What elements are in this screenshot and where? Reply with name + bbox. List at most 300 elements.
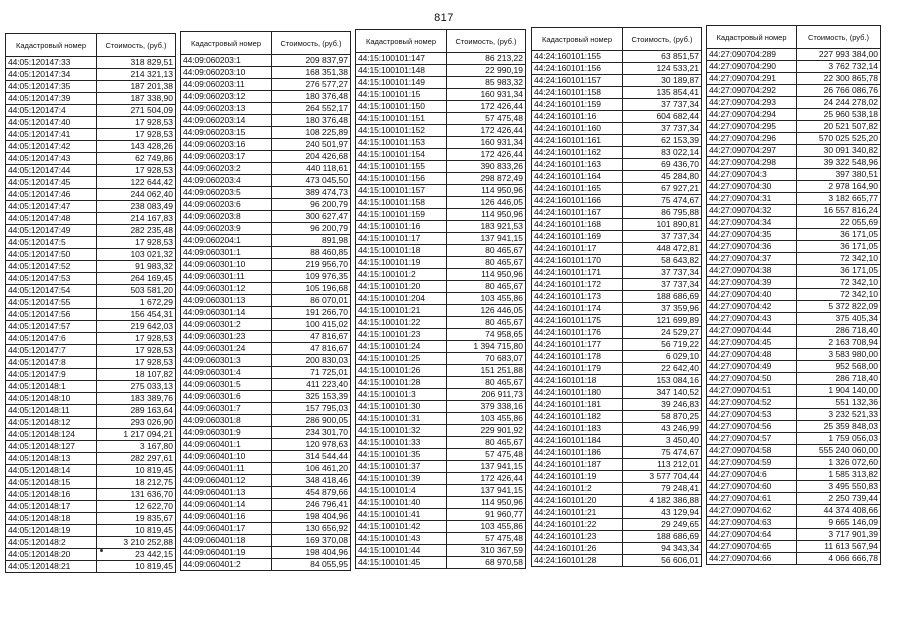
cost-cell: 172 426,44: [447, 149, 526, 161]
cadastral-number-cell: 44:15:100101:155: [356, 161, 447, 173]
cadastral-number-cell: 44:24:160101:177: [532, 339, 623, 351]
cost-cell: 86 795,88: [623, 207, 702, 219]
cost-cell: 26 766 086,76: [797, 85, 881, 97]
cadastral-number-cell: 44:27:090704:57: [707, 433, 797, 445]
cost-cell: 264 552,17: [272, 103, 351, 115]
cadastral-number-cell: 44:05:120148:14: [6, 465, 97, 477]
cadastral-number-cell: 44:27:090704:292: [707, 85, 797, 97]
cadastral-number-cell: 44:27:090704:30: [707, 181, 797, 193]
cadastral-number-cell: 44:09:060401:11: [181, 463, 272, 475]
table-row: [6, 225, 176, 237]
cost-cell: 36 171,05: [797, 229, 881, 241]
cadastral-number-cell: 44:15:100101:152: [356, 125, 447, 137]
table-row: [707, 181, 881, 193]
table-row: [356, 269, 526, 281]
cost-cell: 108 225,89: [272, 127, 351, 139]
table-row: [181, 115, 351, 127]
table-row: [6, 261, 176, 273]
table-row: [356, 281, 526, 293]
table-row: [6, 345, 176, 357]
cost-cell: 1 759 056,03: [797, 433, 881, 445]
cadastral-number-cell: 44:05:120147:44: [6, 165, 97, 177]
table-row: [707, 409, 881, 421]
cadastral-number-cell: 44:09:060401:1: [181, 439, 272, 451]
cadastral-number-cell: 44:24:160101:183: [532, 423, 623, 435]
cost-cell: 214 167,83: [97, 213, 176, 225]
table-row: [356, 197, 526, 209]
cadastral-number-cell: 44:15:100101:25: [356, 353, 447, 365]
cadastral-number-cell: 44:15:100101:23: [356, 329, 447, 341]
cost-cell: 37 737,34: [623, 231, 702, 243]
table-row: [356, 449, 526, 461]
cadastral-number-cell: 44:27:090704:45: [707, 337, 797, 349]
cost-cell: 12 622,70: [97, 501, 176, 513]
cadastral-number-cell: 44:27:090704:37: [707, 253, 797, 265]
cost-cell: 124 533,21: [623, 63, 702, 75]
cost-cell: 143 428,26: [97, 141, 176, 153]
cadastral-number-cell: 44:09:060301:6: [181, 391, 272, 403]
table-row: [356, 341, 526, 353]
table-row: [356, 257, 526, 269]
table-row: [6, 501, 176, 513]
cost-cell: 17 928,53: [97, 237, 176, 249]
cadastral-number-cell: 44:05:120147:7: [6, 345, 97, 357]
table-row: [707, 241, 881, 253]
cost-cell: 264 169,45: [97, 273, 176, 285]
cadastral-number-cell: 44:27:090704:39: [707, 277, 797, 289]
table-header-row: [356, 30, 526, 53]
table-row: [707, 157, 881, 169]
cost-cell: 39 322 548,96: [797, 157, 881, 169]
cadastral-number-cell: 44:05:120148:12: [6, 417, 97, 429]
table-row: [356, 125, 526, 137]
cadastral-number-cell: 44:15:100101:20: [356, 281, 447, 293]
table-row: [707, 457, 881, 469]
cadastral-number-cell: 44:24:160101:167: [532, 207, 623, 219]
table-row: [6, 357, 176, 369]
header-cadastral-number: Кадастровый номер: [707, 26, 797, 49]
cost-cell: 1 672,29: [97, 297, 176, 309]
cost-cell: 375 405,34: [797, 313, 881, 325]
cadastral-number-cell: 44:24:160101:19: [532, 471, 623, 483]
cost-cell: 80 465,67: [447, 281, 526, 293]
cadastral-number-cell: 44:09:060401:18: [181, 535, 272, 547]
cost-cell: 25 960 538,18: [797, 109, 881, 121]
table-row: [532, 435, 702, 447]
cadastral-number-cell: 44:05:120148:15: [6, 477, 97, 489]
cost-cell: 137 941,15: [447, 485, 526, 497]
table-row: [181, 427, 351, 439]
cadastral-number-cell: 44:09:060301:8: [181, 415, 272, 427]
cost-cell: 289 163,64: [97, 405, 176, 417]
cost-cell: 39 246,83: [623, 399, 702, 411]
cadastral-number-cell: 44:15:100101:35: [356, 449, 447, 461]
cost-cell: 24 244 278,02: [797, 97, 881, 109]
cost-cell: 17 928,53: [97, 117, 176, 129]
table-row: [707, 337, 881, 349]
cadastral-number-cell: 44:27:090704:64: [707, 529, 797, 541]
cost-cell: 113 212,01: [623, 459, 702, 471]
cadastral-number-cell: 44:05:120147:47: [6, 201, 97, 213]
cadastral-number-cell: 44:15:100101:31: [356, 413, 447, 425]
cost-cell: 75 474,67: [623, 195, 702, 207]
cadastral-number-cell: 44:09:060301:7: [181, 403, 272, 415]
cadastral-number-cell: 44:15:100101:153: [356, 137, 447, 149]
cost-cell: 121 699,89: [623, 315, 702, 327]
cost-cell: 17 928,53: [97, 357, 176, 369]
cost-cell: 58 643,82: [623, 255, 702, 267]
cost-cell: 318 829,51: [97, 57, 176, 69]
table-row: [356, 365, 526, 377]
cost-cell: 114 950,96: [447, 209, 526, 221]
table-row: [532, 63, 702, 75]
cost-cell: 80 465,67: [447, 437, 526, 449]
cost-cell: 72 342,10: [797, 289, 881, 301]
cost-cell: 180 376,48: [272, 115, 351, 127]
cadastral-number-cell: 44:24:160101:166: [532, 195, 623, 207]
table-row: [707, 121, 881, 133]
table-row: [707, 553, 881, 565]
cost-cell: 160 931,34: [447, 137, 526, 149]
cost-cell: 188 686,69: [623, 531, 702, 543]
table-row: [356, 305, 526, 317]
cost-cell: 135 854,41: [623, 87, 702, 99]
cadastral-number-cell: 44:27:090704:289: [707, 49, 797, 61]
table-row: [356, 509, 526, 521]
cadastral-number-cell: 44:27:090704:296: [707, 133, 797, 145]
cost-cell: 6 029,10: [623, 351, 702, 363]
header-cadastral-number: Кадастровый номер: [356, 30, 447, 53]
cost-cell: 80 465,67: [447, 377, 526, 389]
table-row: [181, 319, 351, 331]
table-row: [356, 221, 526, 233]
cadastral-number-cell: 44:09:060401:16: [181, 511, 272, 523]
cadastral-number-cell: 44:09:060301:2: [181, 319, 272, 331]
cadastral-number-cell: 44:15:100101:33: [356, 437, 447, 449]
table-row: [356, 65, 526, 77]
table-row: [181, 463, 351, 475]
cost-cell: 204 426,68: [272, 151, 351, 163]
cadastral-number-cell: 44:15:100101:39: [356, 473, 447, 485]
cadastral-number-cell: 44:15:100101:44: [356, 545, 447, 557]
table-row: [707, 493, 881, 505]
cost-cell: 22 642,40: [623, 363, 702, 375]
table-row: [6, 57, 176, 69]
table-row: [707, 313, 881, 325]
table-row: [532, 111, 702, 123]
cost-cell: 275 033,13: [97, 381, 176, 393]
table-row: [181, 535, 351, 547]
cadastral-number-cell: 44:27:090704:295: [707, 121, 797, 133]
cost-cell: 3 210 252,88: [97, 537, 176, 549]
table-row: [181, 175, 351, 187]
cost-cell: 18 107,82: [97, 369, 176, 381]
cadastral-number-cell: 44:27:090704:38: [707, 265, 797, 277]
cadastral-number-cell: 44:15:100101:19: [356, 257, 447, 269]
cost-cell: 310 367,59: [447, 545, 526, 557]
cadastral-table-2: [180, 31, 351, 571]
header-cadastral-number: Кадастровый номер: [6, 34, 97, 57]
table-row: [6, 537, 176, 549]
table-row: [532, 531, 702, 543]
cadastral-number-cell: 44:24:160101:169: [532, 231, 623, 243]
cost-cell: 57 475,48: [447, 113, 526, 125]
cadastral-number-cell: 44:09:060203:2: [181, 163, 272, 175]
cadastral-number-cell: 44:27:090704:53: [707, 409, 797, 421]
cost-cell: 286 718,40: [797, 325, 881, 337]
cost-cell: 2 250 739,44: [797, 493, 881, 505]
cadastral-number-cell: 44:24:160101:23: [532, 531, 623, 543]
cadastral-number-cell: 44:24:160101:28: [532, 555, 623, 567]
cadastral-number-cell: 44:05:120147:42: [6, 141, 97, 153]
header-cost: Стоимость, (руб.): [797, 26, 881, 49]
cost-cell: 22 055,69: [797, 217, 881, 229]
table-row: [6, 381, 176, 393]
table-row: [6, 453, 176, 465]
header-cost: Стоимость, (руб.): [447, 30, 526, 53]
table-row: [532, 375, 702, 387]
cost-cell: 84 055,95: [272, 559, 351, 571]
cadastral-number-cell: 44:27:090704:32: [707, 205, 797, 217]
cadastral-number-cell: 44:27:090704:62: [707, 505, 797, 517]
cadastral-number-cell: 44:24:160101:156: [532, 63, 623, 75]
cadastral-number-cell: 44:09:060301:1: [181, 247, 272, 259]
table-row: [6, 369, 176, 381]
cadastral-number-cell: 44:24:160101:20: [532, 495, 623, 507]
cost-cell: 20 521 507,82: [797, 121, 881, 133]
cadastral-number-cell: 44:27:090704:294: [707, 109, 797, 121]
cost-cell: 56 719,22: [623, 339, 702, 351]
cost-cell: 2 978 164,90: [797, 181, 881, 193]
table-row: [532, 135, 702, 147]
table-row: [356, 77, 526, 89]
table-row: [181, 199, 351, 211]
cadastral-table-1: [5, 33, 176, 573]
cost-cell: 347 140,52: [623, 387, 702, 399]
cost-cell: 43 129,94: [623, 507, 702, 519]
table-row: [356, 377, 526, 389]
cost-cell: 62 153,39: [623, 135, 702, 147]
table-row: [181, 415, 351, 427]
table-row: [181, 223, 351, 235]
table-row: [532, 507, 702, 519]
table-row: [181, 247, 351, 259]
table-header-row: [181, 32, 351, 55]
cadastral-number-cell: 44:24:160101:2: [532, 483, 623, 495]
table-row: [6, 117, 176, 129]
table-row: [707, 169, 881, 181]
cadastral-number-cell: 44:15:100101:43: [356, 533, 447, 545]
table-row: [532, 123, 702, 135]
cost-cell: 37 737,34: [623, 279, 702, 291]
cost-cell: 74 958,65: [447, 329, 526, 341]
cost-cell: 114 950,96: [447, 497, 526, 509]
table-row: [6, 201, 176, 213]
cost-cell: 47 816,67: [272, 343, 351, 355]
cadastral-number-cell: 44:09:060203:1: [181, 55, 272, 67]
table-row: [6, 141, 176, 153]
table-row: [356, 233, 526, 245]
cost-cell: 3 583 980,00: [797, 349, 881, 361]
table-row: [707, 469, 881, 481]
cadastral-number-cell: 44:24:160101:161: [532, 135, 623, 147]
cost-cell: 172 426,44: [447, 473, 526, 485]
cadastral-number-cell: 44:27:090704:293: [707, 97, 797, 109]
table-row: [532, 543, 702, 555]
table-header-row: [6, 34, 176, 57]
table-row: [356, 557, 526, 569]
table-row: [356, 473, 526, 485]
cadastral-number-cell: 44:24:160101:171: [532, 267, 623, 279]
cost-cell: 348 418,46: [272, 475, 351, 487]
cost-cell: 209 837,97: [272, 55, 351, 67]
cadastral-number-cell: 44:24:160101:26: [532, 543, 623, 555]
cadastral-number-cell: 44:09:060203:15: [181, 127, 272, 139]
cadastral-number-cell: 44:27:090704:297: [707, 145, 797, 157]
cost-cell: 37 737,34: [623, 99, 702, 111]
cost-cell: 3 717 901,39: [797, 529, 881, 541]
cadastral-number-cell: 44:09:060203:11: [181, 79, 272, 91]
table-row: [181, 331, 351, 343]
table-row: [356, 461, 526, 473]
cost-cell: 1 217 094,21: [97, 429, 176, 441]
table-row: [181, 127, 351, 139]
table-row: [181, 307, 351, 319]
table-row: [532, 471, 702, 483]
table-row: [356, 497, 526, 509]
cadastral-number-cell: 44:15:100101:45: [356, 557, 447, 569]
cost-cell: 325 153,39: [272, 391, 351, 403]
cadastral-number-cell: 44:24:160101:168: [532, 219, 623, 231]
cadastral-number-cell: 44:24:160101:22: [532, 519, 623, 531]
cadastral-number-cell: 44:27:090704:65: [707, 541, 797, 553]
cadastral-number-cell: 44:24:160101:159: [532, 99, 623, 111]
cost-cell: 45 284,80: [623, 171, 702, 183]
cadastral-number-cell: 44:05:120147:57: [6, 321, 97, 333]
table-row: [181, 55, 351, 67]
cadastral-number-cell: 44:09:060203:12: [181, 91, 272, 103]
table-row: [532, 495, 702, 507]
table-row: [181, 559, 351, 571]
table-row: [6, 105, 176, 117]
table-row: [707, 85, 881, 97]
cost-cell: 183 389,76: [97, 393, 176, 405]
cadastral-number-cell: 44:05:120148:13: [6, 453, 97, 465]
cost-cell: 411 223,40: [272, 379, 351, 391]
cadastral-number-cell: 44:15:100101:4: [356, 485, 447, 497]
cost-cell: 397 380,51: [797, 169, 881, 181]
cost-cell: 58 870,25: [623, 411, 702, 423]
cadastral-number-cell: 44:09:060203:13: [181, 103, 272, 115]
table-row: [707, 49, 881, 61]
table-row: [532, 99, 702, 111]
table-row: [532, 243, 702, 255]
cadastral-number-cell: 44:05:120147:8: [6, 357, 97, 369]
cadastral-number-cell: 44:09:060203:8: [181, 211, 272, 223]
cadastral-number-cell: 44:24:160101:178: [532, 351, 623, 363]
table-row: [356, 329, 526, 341]
cost-cell: 246 796,41: [272, 499, 351, 511]
cadastral-number-cell: 44:09:060301:12: [181, 283, 272, 295]
cost-cell: 91 960,77: [447, 509, 526, 521]
cost-cell: 37 737,34: [623, 123, 702, 135]
table-row: [356, 89, 526, 101]
table-row: [6, 237, 176, 249]
cost-cell: 11 613 567,94: [797, 541, 881, 553]
cadastral-number-cell: 44:05:120147:34: [6, 69, 97, 81]
cost-cell: 172 426,44: [447, 125, 526, 137]
table-row: [532, 147, 702, 159]
cost-cell: 85 983,32: [447, 77, 526, 89]
cost-cell: 109 976,35: [272, 271, 351, 283]
cost-cell: 62 749,86: [97, 153, 176, 165]
cadastral-number-cell: 44:05:120147:48: [6, 213, 97, 225]
cost-cell: 44 374 408,66: [797, 505, 881, 517]
cost-cell: 96 200,79: [272, 223, 351, 235]
table-row: [181, 391, 351, 403]
cost-cell: 106 461,20: [272, 463, 351, 475]
cost-cell: 168 351,38: [272, 67, 351, 79]
cadastral-number-cell: 44:24:160101:163: [532, 159, 623, 171]
table-row: [181, 487, 351, 499]
cadastral-table-3: [355, 29, 526, 569]
cost-cell: 16 557 816,24: [797, 205, 881, 217]
cadastral-number-cell: 44:24:160101:164: [532, 171, 623, 183]
table-row: [6, 189, 176, 201]
table-row: [356, 101, 526, 113]
cadastral-number-cell: 44:09:060203:6: [181, 199, 272, 211]
cost-cell: 4 066 666,78: [797, 553, 881, 565]
cost-cell: 37 737,34: [623, 267, 702, 279]
table-row: [707, 61, 881, 73]
table-row: [532, 483, 702, 495]
cadastral-number-cell: 44:27:090704:59: [707, 457, 797, 469]
cost-cell: 22 300 865,78: [797, 73, 881, 85]
table-row: [6, 405, 176, 417]
table-row: [356, 137, 526, 149]
table-row: [707, 373, 881, 385]
cadastral-number-cell: 44:15:100101:158: [356, 197, 447, 209]
cost-cell: 219 956,70: [272, 259, 351, 271]
header-cost: Стоимость, (руб.): [623, 28, 702, 51]
cost-cell: 238 083,49: [97, 201, 176, 213]
table-row: [6, 489, 176, 501]
cadastral-number-cell: 44:05:120147:52: [6, 261, 97, 273]
cost-cell: 448 472,81: [623, 243, 702, 255]
cadastral-number-cell: 44:09:060301:4: [181, 367, 272, 379]
cost-cell: 3 182 665,77: [797, 193, 881, 205]
cadastral-number-cell: 44:15:100101:16: [356, 221, 447, 233]
cost-cell: 105 196,68: [272, 283, 351, 295]
table-row: [356, 401, 526, 413]
cadastral-number-cell: 44:27:090704:290: [707, 61, 797, 73]
table-row: [532, 303, 702, 315]
cost-cell: 379 338,16: [447, 401, 526, 413]
cost-cell: 276 577,27: [272, 79, 351, 91]
table-row: [356, 533, 526, 545]
cost-cell: 126 446,05: [447, 305, 526, 317]
table-row: [6, 513, 176, 525]
cost-cell: 282 297,61: [97, 453, 176, 465]
table-row: [707, 133, 881, 145]
cadastral-number-cell: 44:09:060301:3: [181, 355, 272, 367]
cadastral-number-cell: 44:09:060301:5: [181, 379, 272, 391]
cadastral-number-cell: 44:27:090704:63: [707, 517, 797, 529]
cadastral-number-cell: 44:24:160101:175: [532, 315, 623, 327]
cadastral-number-cell: 44:05:120147:33: [6, 57, 97, 69]
cost-cell: 67 927,21: [623, 183, 702, 195]
table-row: [356, 425, 526, 437]
